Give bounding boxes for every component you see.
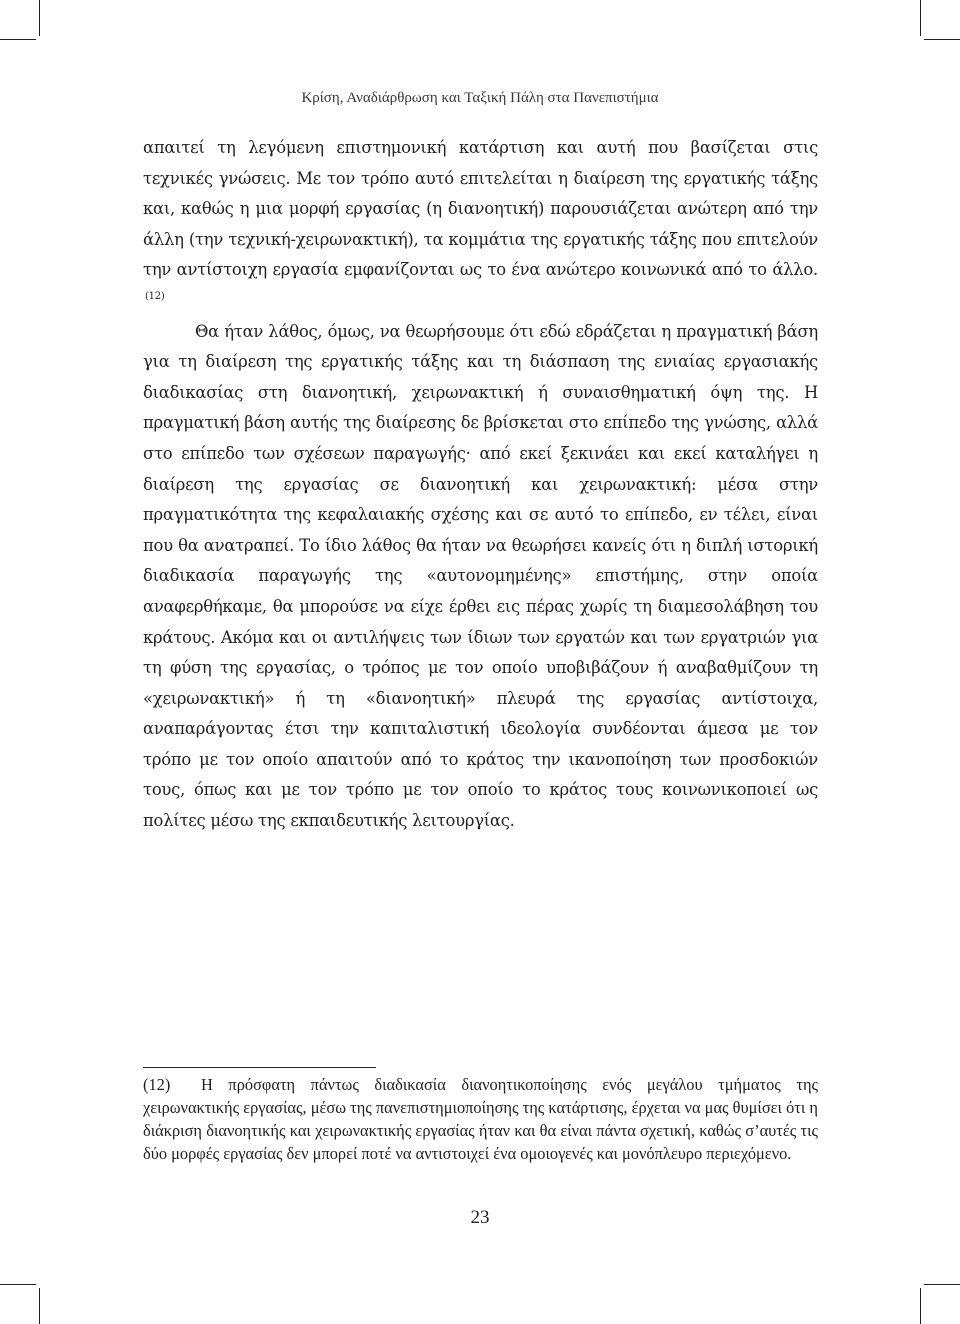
crop-mark-bottom-right-vertical (920, 1288, 921, 1324)
crop-mark-top-left-horizontal (0, 39, 36, 40)
paragraph-text: απαιτεί τη λεγόμενη επιστημονική κατάρτιση και αυτή που βασίζεται στις τεχνικές γνώσεις. Με τον τρόπο αυτό επιτελείται η διαίρεση της εργατικής τάξης και, καθώς η μια μορφή εργασίας (η διανοητική) παρουσιάζεται ανώτερη από την άλλη (την τεχνική-χειρωνακτική), τα κομμάτια της εργατικής τάξης που επιτελούν την αντίστοιχη εργασία εμφανίζονται ως το ένα ανώτερο κοινωνικά από το άλλο. (143, 138, 818, 280)
crop-mark-bottom-right-horizontal (924, 1284, 960, 1285)
running-head: Κρίση, Αναδιάρθρωση και Ταξική Πάλη στα Πανεπιστήμια (301, 90, 659, 106)
footnote-separator (143, 1067, 376, 1068)
footnote (143, 1073, 818, 1165)
crop-mark-top-right-horizontal (924, 39, 960, 40)
crop-mark-top-right-vertical (920, 0, 921, 36)
page-number: 23 (470, 1207, 490, 1228)
crop-mark-bottom-left-vertical (39, 1288, 40, 1324)
crop-mark-top-left-vertical (39, 0, 40, 36)
footnote-number: (12) (143, 1075, 171, 1094)
paragraph (143, 133, 818, 317)
footnote-text: Η πρόσφατη πάντως διαδικασία διανοητικοποίησης ενός μεγάλου τμήματος της χειρωνακτικής εργασίας, μέσω της πανεπιστημιοποίησης της κατάρτισης, έρχεται να μας θυμίσει ότι η διάκριση διανοητικής και χειρωνακτικής εργασίας ήταν και θα είναι πάντα σχετική, καθώς σ’αυτές τις δύο μορφές εργασίας δεν μπορεί ποτέ να αντιστοιχεί ένα ομοιογενές και μονόπλευρο περιεχόμενο. (143, 1075, 818, 1163)
paragraph: Θα ήταν λάθος, όμως, να θεωρήσουμε ότι εδώ εδράζεται η πραγματική βάση για τη διαίρεση της εργατικής τάξης και τη διάσπαση της ενιαίας εργασιακής διαδικασίας στη διανοητική, χειρωνακτική ή συναισθηματική όψη της. Η πραγματική βάση αυτής της διαίρεσης δε βρίσκεται στο επίπεδο της γνώσης, αλλά στο επίπεδο των σχέσεων παραγωγής· από εκεί ξεκινάει και εκεί καταλήγει η διαίρεση της εργασίας σε διανοητική και χειρωνακτική: μέσα στην πραγματικότητα της κεφαλαιακής σχέσης και σε αυτό το επίπεδο, εν τέλει, είναι που θα ανατραπεί. Το ίδιο λάθος θα ήταν να θεωρήσει κανείς ότι η διπλή ιστορική διαδικασία παραγωγής της «αυτονομημένης» επιστήμης, στην οποία αναφερθήκαμε, θα μπορούσε να είχε έρθει εις πέρας χωρίς τη διαμεσολάβηση του κράτους. Ακόμα και οι αντιλήψεις των ίδιων των εργατών και των εργατριών για τη φύση της εργασίας, ο τρόπος με τον οποίο υποβιβάζουν ή αναβαθμίζουν τη «χειρωνακτική» ή τη «διανοητική» πλευρά της εργασίας αντίστοιχα, αναπαράγοντας έτσι την καπιταλιστική ιδεολογία συνδέονται άμεσα με τον τρόπο με τον οποίο απαιτούν από το κράτος την ικανοποίηση των προσδοκιών τους, όπως και με τον τρόπο με τον οποίο το κράτος τους κοινωνικοποιεί ως πολίτες μέσω της εκπαιδευτικής λειτουργίας. (143, 321, 818, 831)
main-text (143, 133, 818, 837)
footnote-reference[interactable]: (12) (145, 290, 165, 302)
crop-mark-bottom-left-horizontal (0, 1284, 36, 1285)
